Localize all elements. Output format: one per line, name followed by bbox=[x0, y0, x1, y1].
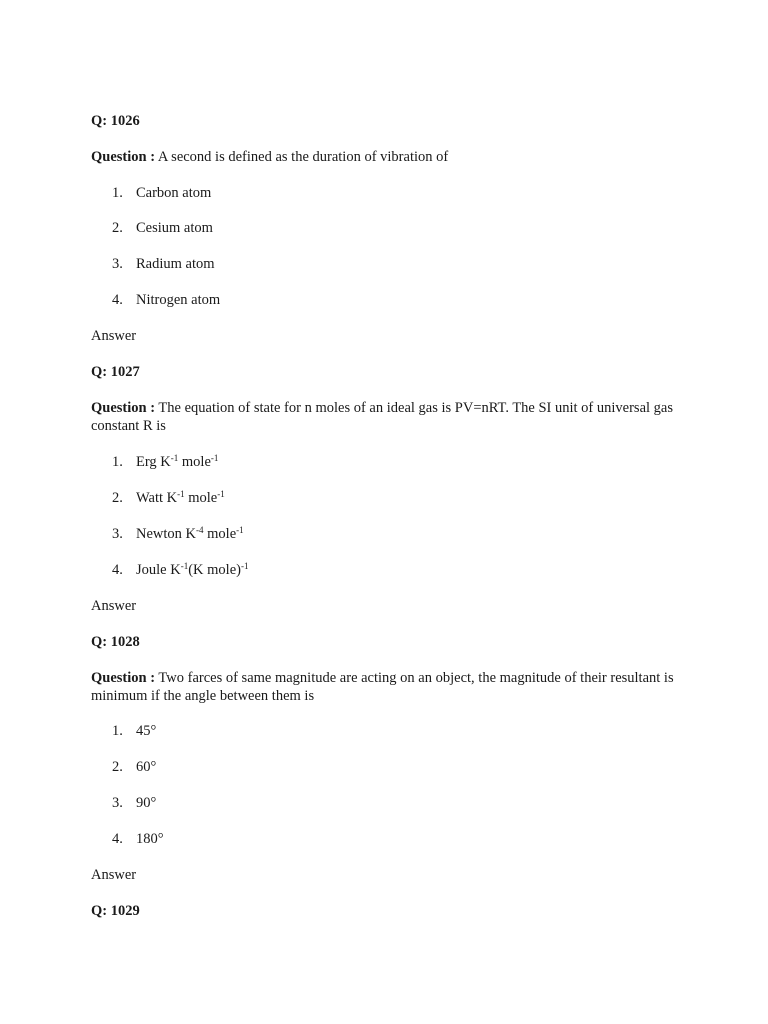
option-text: Newton K bbox=[136, 526, 197, 542]
option-superscript: -1 bbox=[210, 453, 219, 463]
option-number: 3. bbox=[112, 795, 123, 811]
option-text: Joule K bbox=[136, 562, 181, 578]
question-text bbox=[91, 399, 681, 435]
option-superscript: -1 bbox=[177, 489, 185, 499]
question-number: Q: 1026 bbox=[91, 113, 140, 129]
option-number: 1. bbox=[112, 723, 123, 739]
question-label: Question : bbox=[91, 670, 156, 686]
option-text: Carbon atom bbox=[136, 185, 212, 201]
option-text: Nitrogen atom bbox=[136, 292, 221, 308]
question-body: The equation of state for n moles of an ideal gas is PV=nRT. The SI unit of universal gas constant R is bbox=[91, 400, 673, 434]
option-number: 3. bbox=[112, 256, 123, 272]
question-text bbox=[91, 148, 681, 166]
answer-label: Answer bbox=[91, 598, 137, 614]
question-label: Question : bbox=[91, 149, 156, 165]
option-item bbox=[112, 453, 672, 471]
option-superscript: -1 bbox=[180, 561, 189, 571]
option-text: 180° bbox=[136, 831, 164, 847]
option-text: mole bbox=[203, 526, 237, 542]
option-text: 90° bbox=[136, 795, 157, 811]
option-item bbox=[112, 184, 672, 202]
question-label: Question : bbox=[91, 400, 156, 416]
option-text: 45° bbox=[136, 723, 157, 739]
option-number: 4. bbox=[112, 831, 123, 847]
question-body: Two farces of same magnitude are acting on an object, the magnitude of their resultant is minimum if the angle between them is bbox=[91, 670, 674, 704]
answer-label: Answer bbox=[91, 867, 137, 883]
option-text: mole bbox=[178, 454, 211, 470]
option-item bbox=[112, 722, 672, 740]
option-item bbox=[112, 525, 672, 543]
question-number: Q: 1028 bbox=[91, 634, 140, 650]
answer-label: Answer bbox=[91, 328, 137, 344]
option-text: Erg K bbox=[136, 454, 171, 470]
option-number: 2. bbox=[112, 490, 123, 506]
option-item bbox=[112, 291, 672, 309]
option-text: Watt K bbox=[136, 490, 178, 506]
option-text: (K mole) bbox=[188, 562, 241, 578]
option-item bbox=[112, 758, 672, 776]
option-superscript: -4 bbox=[196, 525, 204, 535]
option-number: 2. bbox=[112, 759, 123, 775]
option-text: Cesium atom bbox=[136, 220, 213, 236]
question-number: Q: 1027 bbox=[91, 364, 140, 380]
option-superscript: -1 bbox=[217, 489, 225, 499]
question-text bbox=[91, 669, 681, 705]
option-number: 3. bbox=[112, 526, 123, 542]
option-superscript: -1 bbox=[170, 453, 179, 463]
option-text: Radium atom bbox=[136, 256, 215, 272]
option-superscript: -1 bbox=[236, 525, 244, 535]
option-number: 2. bbox=[112, 220, 123, 236]
option-number: 1. bbox=[112, 185, 123, 201]
option-text: mole bbox=[184, 490, 218, 506]
option-item bbox=[112, 794, 672, 812]
option-number: 4. bbox=[112, 292, 123, 308]
option-superscript: -1 bbox=[240, 561, 249, 571]
option-item bbox=[112, 830, 672, 848]
option-item bbox=[112, 489, 672, 507]
question-body: A second is defined as the duration of vibration of bbox=[157, 149, 449, 165]
option-item bbox=[112, 561, 672, 579]
option-item bbox=[112, 219, 672, 237]
option-item bbox=[112, 255, 672, 273]
option-text: 60° bbox=[136, 759, 157, 775]
question-number: Q: 1029 bbox=[91, 903, 140, 919]
option-number: 4. bbox=[112, 562, 123, 578]
option-number: 1. bbox=[112, 454, 123, 470]
